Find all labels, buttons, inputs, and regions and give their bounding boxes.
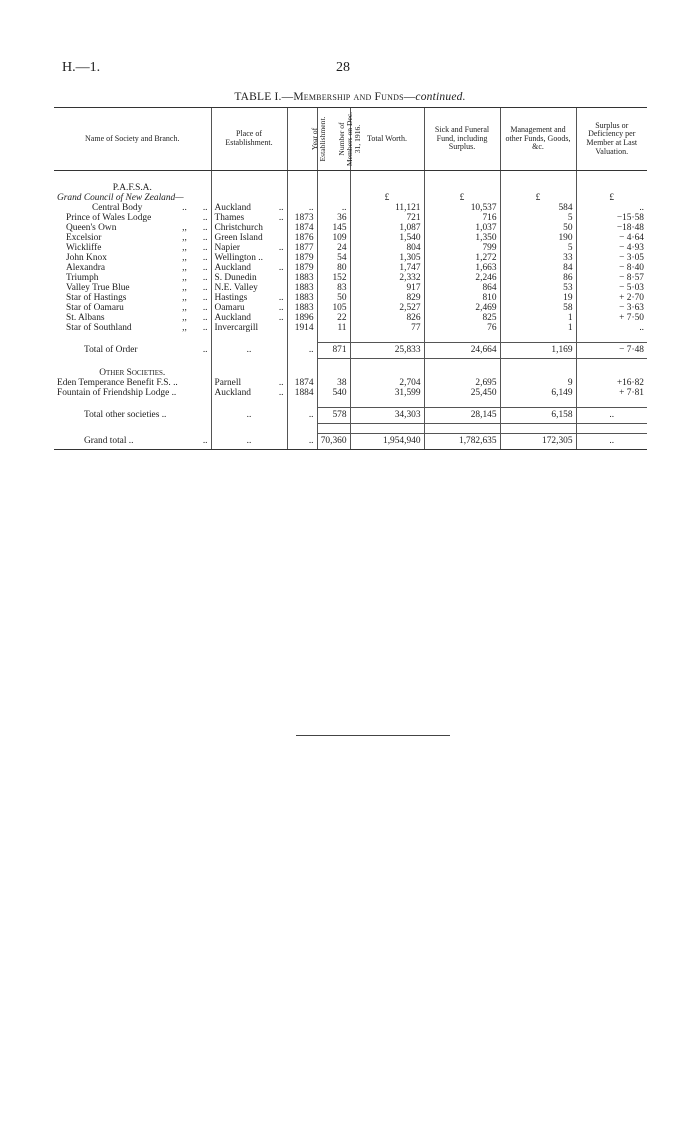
members-cell: 105 (317, 303, 350, 313)
grand-total-worth: 1,954,940 (350, 434, 424, 450)
total-other-sick: 28,145 (424, 408, 500, 424)
worth-cell: 829 (350, 293, 424, 303)
society-name: Valley True Blue .. ,, (66, 283, 208, 293)
table-row (54, 253, 647, 263)
currency-mgmt: £ (500, 193, 576, 203)
mgmt-cell: 5 (500, 213, 576, 223)
surplus-cell: .. (576, 323, 647, 333)
row-ditto: ,, (182, 323, 187, 333)
mgmt-cell: 9 (500, 378, 576, 388)
year-cell: 1874 (287, 223, 317, 233)
sick-cell: 810 (424, 293, 500, 303)
table-row (54, 263, 647, 273)
table-title-continued: continued. (415, 91, 466, 103)
society-name: Fountain of Friendship Lodge .. (57, 388, 177, 398)
place-cell: Thames .. (211, 213, 287, 223)
mgmt-cell: 33 (500, 253, 576, 263)
col-surplus: Surplus or Deficiency per Member at Last Valuation. (576, 108, 647, 171)
sick-cell: 825 (424, 313, 500, 323)
worth-cell: 11,121 (350, 203, 424, 213)
worth-cell: 1,087 (350, 223, 424, 233)
row-lead-dots: .. (202, 243, 208, 253)
table-row (54, 283, 647, 293)
sick-cell: 716 (424, 213, 500, 223)
place-cell: N.E. Valley (211, 283, 287, 293)
place-cell: Hastings .. (211, 293, 287, 303)
worth-cell: 804 (350, 243, 424, 253)
worth-cell: 2,332 (350, 273, 424, 283)
table-row (54, 203, 647, 213)
place-cell: Christchurch (211, 223, 287, 233)
mgmt-cell: 190 (500, 233, 576, 243)
year-cell: 1879 (287, 253, 317, 263)
total-other-year: .. (287, 408, 317, 424)
society-name: Triumph .. ,, (66, 273, 208, 283)
col-place: Place of Establishment. (211, 108, 287, 171)
members-cell: 152 (317, 273, 350, 283)
sick-cell: 10,537 (424, 203, 500, 213)
mgmt-cell: 584 (500, 203, 576, 213)
society-name: John Knox .. ,, (66, 253, 208, 263)
row-ditto: ,, (182, 283, 187, 293)
total-label: Total of Order .. (84, 344, 208, 355)
year-cell: 1877 (287, 243, 317, 253)
total-year: .. (287, 343, 317, 359)
place-cell: Wellington .. (211, 253, 287, 263)
row-lead-dots: .. (202, 253, 208, 263)
table-row (54, 293, 647, 303)
sick-cell: 1,663 (424, 263, 500, 273)
sick-cell: 1,037 (424, 223, 500, 233)
row-ditto: ,, (182, 223, 187, 233)
sick-cell: 864 (424, 283, 500, 293)
society-name: Central Body .. .. (92, 203, 208, 213)
row-lead-dots: .. (202, 213, 208, 223)
place-cell: Parnell .. (211, 378, 287, 388)
sick-cell: 76 (424, 323, 500, 333)
members-cell: 145 (317, 223, 350, 233)
surplus-cell: + 7·81 (576, 388, 647, 398)
society-name: Prince of Wales Lodge .. (66, 213, 208, 223)
grand-total-members: 70,360 (317, 434, 350, 450)
place-cell: Green Island (211, 233, 287, 243)
mgmt-cell: 84 (500, 263, 576, 273)
society-name: Alexandra .. ,, (66, 263, 208, 273)
row-lead-dots: .. (202, 263, 208, 273)
sick-cell: 25,450 (424, 388, 500, 398)
mgmt-cell: 1 (500, 323, 576, 333)
members-cell: 540 (317, 388, 350, 398)
row-ditto: .. (182, 203, 187, 213)
surplus-cell: − 4·64 (576, 233, 647, 243)
year-cell: 1883 (287, 303, 317, 313)
col-year: Year of Establishment. (287, 108, 317, 171)
sick-cell: 2,695 (424, 378, 500, 388)
place-cell: Auckland .. (211, 203, 287, 213)
year-cell: 1873 (287, 213, 317, 223)
row-ditto: ,, (182, 263, 187, 273)
grand-total-label: Grand total .. .. (54, 434, 211, 450)
row-lead-dots: .. (202, 223, 208, 233)
surplus-cell: − 8·40 (576, 263, 647, 273)
total-sick: 24,664 (424, 343, 500, 359)
surplus-cell: −18·48 (576, 223, 647, 233)
grand-total-row (54, 434, 647, 450)
year-cell: 1876 (287, 233, 317, 243)
worth-cell: 1,747 (350, 263, 424, 273)
subheading-row (54, 193, 647, 203)
place-cell: Napier .. (211, 243, 287, 253)
total-other-members: 578 (317, 408, 350, 424)
year-cell: 1883 (287, 293, 317, 303)
society-name: Excelsior .. ,, (66, 233, 208, 243)
year-cell: 1914 (287, 323, 317, 333)
total-place: .. (211, 343, 287, 359)
row-ditto: ,, (182, 273, 187, 283)
total-mgmt: 1,169 (500, 343, 576, 359)
surplus-cell: + 7·50 (576, 313, 647, 323)
mgmt-cell: 6,149 (500, 388, 576, 398)
members-cell: 83 (317, 283, 350, 293)
surplus-cell: −15·58 (576, 213, 647, 223)
total-other-worth: 34,303 (350, 408, 424, 424)
row-ditto: ,, (182, 243, 187, 253)
sick-cell: 799 (424, 243, 500, 253)
grand-total-place: .. (211, 434, 287, 450)
col-members: Number of Members on Dec. 31, 1916. (317, 108, 350, 171)
year-cell: 1883 (287, 283, 317, 293)
members-cell: 22 (317, 313, 350, 323)
members-cell: 24 (317, 243, 350, 253)
table-title (0, 91, 700, 103)
year-cell: .. (287, 203, 317, 213)
total-surplus: − 7·48 (576, 343, 647, 359)
year-cell: 1879 (287, 263, 317, 273)
header-row (54, 108, 647, 171)
members-cell: .. (317, 203, 350, 213)
row-lead-dots: .. (202, 323, 208, 333)
society-name: Wickliffe .. ,, (66, 243, 208, 253)
section2-heading-row (54, 368, 647, 378)
worth-cell: 721 (350, 213, 424, 223)
total-worth: 25,833 (350, 343, 424, 359)
society-name: St. Albans .. ,, (66, 313, 208, 323)
total-other-row (54, 408, 647, 424)
place-cell: S. Dunedin (211, 273, 287, 283)
members-cell: 50 (317, 293, 350, 303)
surplus-cell: + 2·70 (576, 293, 647, 303)
mgmt-cell: 86 (500, 273, 576, 283)
members-cell: 11 (317, 323, 350, 333)
row-ditto: ,, (182, 253, 187, 263)
sick-cell: 2,246 (424, 273, 500, 283)
year-cell: 1874 (287, 378, 317, 388)
place-cell: Auckland .. (211, 388, 287, 398)
col-mgmt: Management and other Funds, Goods, &c. (500, 108, 576, 171)
currency-surplus: £ (576, 193, 647, 203)
page-reference: H.—1. (62, 60, 101, 75)
worth-cell: 2,704 (350, 378, 424, 388)
worth-cell: 917 (350, 283, 424, 293)
year-cell: 1884 (287, 388, 317, 398)
col-worth: Total Worth. (350, 108, 424, 171)
table-row (54, 223, 647, 233)
table-row (54, 388, 647, 398)
section-subheading: Grand Council of New Zealand— (57, 193, 184, 203)
members-cell: 109 (317, 233, 350, 243)
mgmt-cell: 5 (500, 243, 576, 253)
grand-total-surplus: .. (576, 434, 647, 450)
grand-total-sick: 1,782,635 (424, 434, 500, 450)
total-other-surplus: .. (576, 408, 647, 424)
mgmt-cell: 1 (500, 313, 576, 323)
table-title-main: TABLE I.—Membership and Funds— (234, 91, 416, 103)
worth-cell: 77 (350, 323, 424, 333)
section-heading-row (54, 171, 647, 194)
sick-cell: 1,350 (424, 233, 500, 243)
grand-total-mgmt: 172,305 (500, 434, 576, 450)
sick-cell: 1,272 (424, 253, 500, 263)
section-heading: P.A.F.S.A. (112, 183, 152, 193)
society-name: Star of Oamaru .. ,, (66, 303, 208, 313)
sick-cell: 2,469 (424, 303, 500, 313)
mgmt-cell: 50 (500, 223, 576, 233)
table-row (54, 273, 647, 283)
row-ditto: ,, (182, 293, 187, 303)
year-cell: 1896 (287, 313, 317, 323)
mgmt-cell: 19 (500, 293, 576, 303)
worth-cell: 2,527 (350, 303, 424, 313)
table-row (54, 303, 647, 313)
total-other-label: Total other societies .. (84, 409, 167, 420)
table-row (54, 313, 647, 323)
worth-cell: 1,305 (350, 253, 424, 263)
surplus-cell: − 4·93 (576, 243, 647, 253)
currency-worth: £ (350, 193, 424, 203)
members-cell: 54 (317, 253, 350, 263)
year-cell: 1883 (287, 273, 317, 283)
row-lead-dots: .. (202, 303, 208, 313)
row-lead-dots: .. (202, 283, 208, 293)
table-row (54, 243, 647, 253)
row-ditto: ,, (182, 313, 187, 323)
table-row (54, 233, 647, 243)
total-other-place: .. (211, 408, 287, 424)
total-members: 871 (317, 343, 350, 359)
place-cell: Auckland .. (211, 263, 287, 273)
total-order-row (54, 343, 647, 359)
col-name: Name of Society and Branch. (54, 108, 211, 171)
row-lead-dots: .. (202, 233, 208, 243)
society-name: Star of Southland .. ,, (66, 323, 208, 333)
row-lead-dots: .. (202, 203, 208, 213)
table-row (54, 213, 647, 223)
row-lead-dots: .. (202, 293, 208, 303)
society-name: Eden Temperance Benefit F.S. .. (57, 378, 178, 388)
surplus-cell: − 3·63 (576, 303, 647, 313)
total-other-mgmt: 6,158 (500, 408, 576, 424)
col-sick: Sick and Funeral Fund, including Surplus. (424, 108, 500, 171)
table-row (54, 378, 647, 388)
table-row (54, 323, 647, 333)
society-name: Queen's Own .. ,, (66, 223, 208, 233)
membership-funds-table (54, 107, 647, 450)
mgmt-cell: 53 (500, 283, 576, 293)
worth-cell: 826 (350, 313, 424, 323)
surplus-cell: .. (576, 203, 647, 213)
place-cell: Auckland .. (211, 313, 287, 323)
mgmt-cell: 58 (500, 303, 576, 313)
worth-cell: 31,599 (350, 388, 424, 398)
row-lead-dots: .. (202, 313, 208, 323)
row-ditto: ,, (182, 303, 187, 313)
grand-total-year: .. (287, 434, 317, 450)
place-cell: Invercargill (211, 323, 287, 333)
section2-heading: Other Societies. (99, 368, 166, 378)
closing-rule (296, 735, 450, 736)
row-ditto: ,, (182, 233, 187, 243)
surplus-cell: − 5·03 (576, 283, 647, 293)
page-number: 28 (336, 60, 350, 75)
row-lead-dots: .. (202, 273, 208, 283)
society-name: Star of Hastings .. ,, (66, 293, 208, 303)
members-cell: 38 (317, 378, 350, 388)
members-cell: 80 (317, 263, 350, 273)
place-cell: Oamaru .. (211, 303, 287, 313)
surplus-cell: +16·82 (576, 378, 647, 388)
worth-cell: 1,540 (350, 233, 424, 243)
surplus-cell: − 3·05 (576, 253, 647, 263)
members-cell: 36 (317, 213, 350, 223)
surplus-cell: − 8·57 (576, 273, 647, 283)
currency-sick: £ (424, 193, 500, 203)
